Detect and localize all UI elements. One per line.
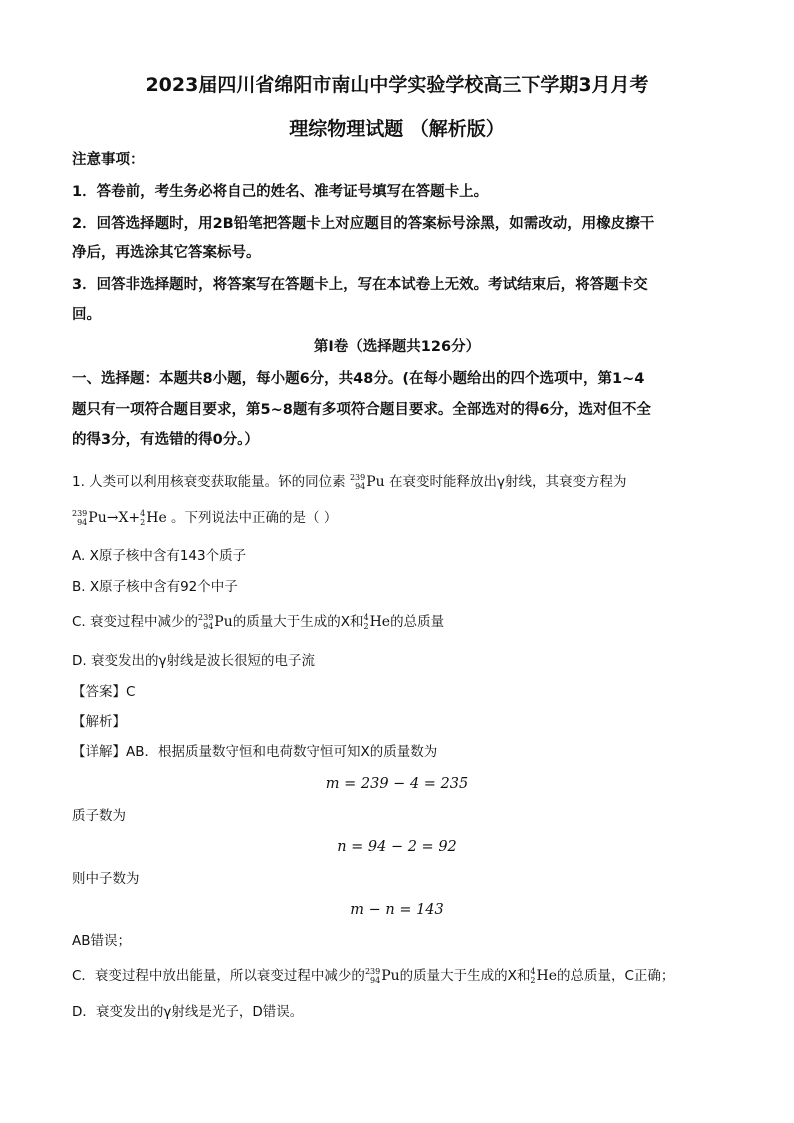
ab-wrong: AB错误； [72, 933, 131, 949]
option-c: C. 衰变过程中减少的 239 94 Pu的质量大于生成的X和 4 2 He的总质量 [72, 613, 445, 631]
equation-mass-number: m = 239 − 4 = 235 [325, 776, 469, 792]
q1-stem-text-a: 1. 人类可以利用核衰变获取能量。钚的同位素 [72, 474, 346, 490]
document-title: 2023届四川省绵阳市南山中学实验学校高三下学期3月月考 [145, 74, 649, 96]
document-subtitle: 理综物理试题 （解析版） [289, 118, 505, 140]
notice-item-1: 1．答卷前，考生务必将自己的姓名、准考证号填写在答题卡上。 [72, 184, 489, 200]
detail-ab: 【详解】AB．根据质量数守恒和电荷数守恒可知X的质量数为 [72, 744, 438, 760]
equation-proton-number: n = 94 − 2 = 92 [337, 839, 457, 855]
question-1-stem [72, 472, 722, 492]
proton-count-label: 质子数为 [72, 808, 126, 824]
pu-nuclide-option-c: 239 94 Pu [198, 613, 233, 631]
pu-nuclide: 239 94 Pu [349, 473, 385, 491]
notice-item-2-cont: 净后，再选涂其它答案标号。 [72, 245, 261, 261]
section-heading: 第Ⅰ卷（选择题共126分） [313, 339, 481, 355]
equation-arrow-x: →X+ [106, 510, 141, 526]
section-intro-3: 的得3分，有选错的得0分。） [72, 432, 259, 448]
notice-item-3: 3．回答非选择题时，将答案写在答题卡上，写在本试卷上无效。考试结束后，将答题卡交 [72, 277, 648, 293]
notice-item-3-cont: 回。 [72, 307, 101, 323]
q1-stem-text-c: 。下列说法中正确的是（ ） [171, 510, 338, 526]
option-d: D. 衰变发出的γ射线是波长很短的电子流 [72, 653, 315, 669]
section-intro-2: 题只有一项符合题目要求，第5~8题有多项符合题目要求。全部选对的得6分，选对但不全 [72, 402, 651, 418]
detail-c: C．衰变过程中放出能量，所以衰变过程中减少的 239 94 Pu的质量大于生成的X和 4 2 He的总质量，C正确； [72, 967, 675, 985]
decay-equation-line [72, 508, 722, 528]
he-nuclide-detail-c: 4 2 He [530, 967, 557, 985]
he-nuclide-equation: 4 2 He [140, 509, 167, 527]
q1-stem-text-b: 在衰变时能释放出γ射线，其衰变方程为 [388, 474, 627, 490]
section-intro-1: 一、选择题：本题共8小题，每小题6分，共48分。(在每小题给出的四个选项中，第1~4 [72, 371, 645, 387]
option-b: B. X原子核中含有92个中子 [72, 579, 238, 595]
pu-nuclide-equation: 239 94 Pu [72, 509, 107, 527]
option-a: A. X原子核中含有143个质子 [72, 548, 247, 564]
answer-label: 【答案】C [72, 684, 136, 700]
notice-heading: 注意事项： [72, 152, 145, 168]
equation-neutron-number: m − n = 143 [350, 902, 444, 918]
analysis-label: 【解析】 [72, 714, 126, 730]
detail-d: D．衰变发出的γ射线是光子，D错误。 [72, 1004, 304, 1020]
pu-nuclide-detail-c: 239 94 Pu [364, 967, 400, 985]
he-nuclide-option-c: 4 2 He [363, 613, 391, 631]
notice-item-2: 2．回答选择题时，用2B铅笔把答题卡上对应题目的答案标号涂黑，如需改动，用橡皮擦干 [72, 216, 655, 232]
neutron-count-label: 则中子数为 [72, 871, 140, 887]
